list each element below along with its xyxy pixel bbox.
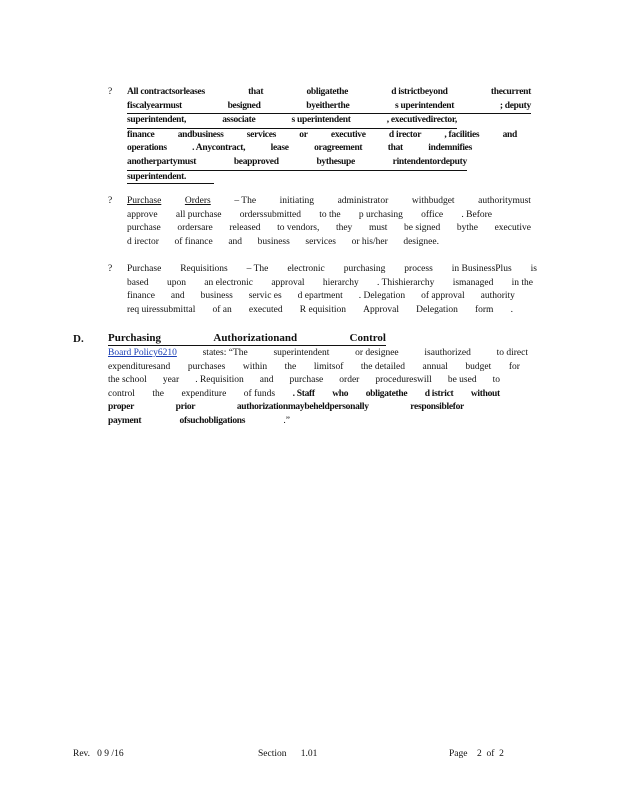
footer-section: Section 1.01: [258, 749, 318, 759]
contracts-line-5: operations . Anycontract, lease oragreement that indemnifies: [127, 143, 472, 154]
section-line-1: Board Policy6210 states: “The superintendent or designee isauthorized to direct: [108, 347, 528, 361]
contracts-paragraph: [127, 86, 531, 184]
footer-revision: Rev. 0 9 /16: [73, 749, 124, 759]
purchase-requisitions-paragraph: [127, 263, 537, 317]
section-letter: D.: [73, 333, 84, 345]
bullet-marker-requisitions: ?: [108, 264, 113, 274]
section-body: [108, 347, 528, 429]
board-policy-link[interactable]: Board Policy6210: [108, 348, 177, 358]
section-title: Purchasing Authorizationand Control: [108, 332, 386, 344]
requisitions-line-4: req uiressubmittal of an executed R equisition Approval Delegation form .: [127, 304, 513, 315]
contracts-line-6: anotherpartymust beapproved bythesupe rintendentordeputy: [127, 156, 467, 171]
contracts-line-3: superintendent, associate s uperintendent , executivedirector,: [127, 114, 457, 129]
orders-line-1: Purchase Orders – The initiating administrator withbudget authoritymust: [127, 196, 531, 206]
section-line-2: expendituresand purchases within the limitsof the detailed annual budget for: [108, 361, 520, 372]
section-line-3: the school year . Requisition and purchase order procedureswill be used to: [108, 375, 500, 386]
contracts-line-4: finance andbusiness services or executive d irector , facilities and: [127, 129, 517, 140]
requisitions-line-3: finance and business servic es d epartment . Delegation of approval authority: [127, 291, 515, 302]
bullet-marker-orders: ?: [108, 196, 113, 206]
contracts-line-1: All contractsorleases that obligatethe d istrictbeyond thecurrent: [127, 87, 531, 97]
orders-line-3: purchase ordersare released to vendors, they must be signed bythe executive: [127, 223, 531, 234]
contracts-line-2: fiscalyearmust besigned byeitherthe s uperintendent ; deputy: [127, 100, 531, 115]
bullet-marker-contracts: ?: [108, 87, 113, 97]
requisitions-line-2: based upon an electronic approval hierarchy . Thishierarchy ismanaged in the: [127, 277, 533, 288]
section-line-5: proper prior authorizationmaybeheldpersonally responsiblefor: [108, 402, 464, 413]
orders-line-2: approve all purchase orderssubmitted to the p urchasing office . Before: [127, 209, 492, 220]
contracts-line-7: superintendent.: [127, 171, 531, 185]
orders-line-4: d irector of finance and business services or his/her designee.: [127, 236, 439, 247]
section-line-4: control the expenditure of funds . Staff who obligatethe d istrict without: [108, 388, 500, 399]
section-line-6: payment ofsuchobligations .”: [108, 415, 290, 426]
footer-page-number: Page 2 of 2: [449, 749, 504, 759]
purchase-orders-paragraph: [127, 195, 531, 249]
requisitions-line-1: Purchase Requisitions – The electronic purchasing process in BusinessPlus is: [127, 264, 537, 274]
